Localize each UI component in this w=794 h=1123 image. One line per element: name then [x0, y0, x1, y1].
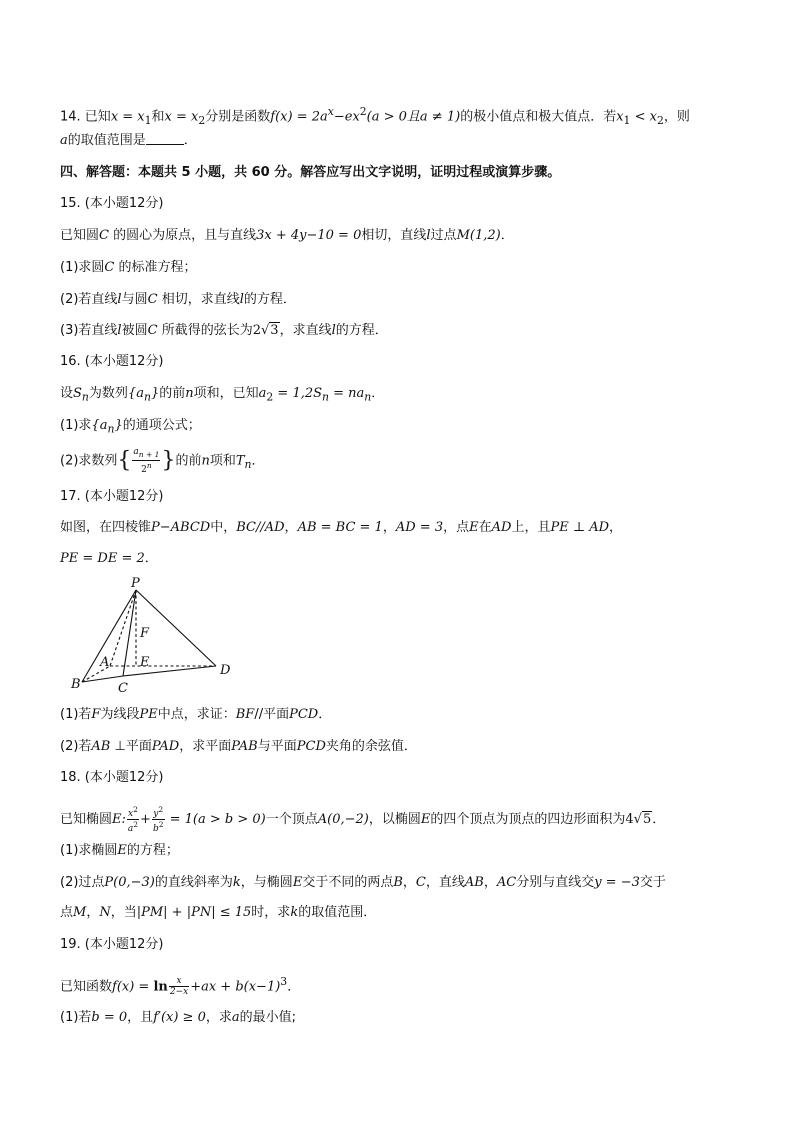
edge-CD [123, 666, 216, 676]
question-18-part-2-line-2: 点M，N，当|PM| + |PN| ≤ 15时，求k的取值范围． [60, 905, 377, 920]
fraction: $\frac{a_{n + 1}}{2^n}$ [133, 447, 160, 475]
fraction-y: $\frac{y^2}{b^2}$ [152, 805, 164, 834]
question-18-part-2-line-1: (2)过点P(0,−3)的直线斜率为k，与椭圆E交于不同的两点B，C，直线AB，AC分别与直线交y = −3交于 [60, 875, 666, 890]
question-17-stem-1: 如图，在四棱锥P−ABCD中，BC//AD，AB = BC = 1，AD = 3，点E在AD上，且PE ⊥ AD， [60, 520, 623, 535]
fraction-ln: $\frac{x}{2-x}$ [169, 976, 189, 998]
question-16-part-2: (2)求数列{ $\frac{a_{n + 1}}{2^n}$ }的前n项和$T_n$． [60, 447, 265, 475]
label-A: A [100, 655, 110, 670]
label-B: B [71, 677, 81, 692]
question-15-part-3: (3)若直线l被圆C 所截得的弦长为2√3，求直线l的方程． [60, 323, 388, 338]
label-E: E [140, 655, 150, 670]
question-18-part-1: (1)求椭圆E的方程； [60, 843, 179, 858]
question-19-stem: 已知函数f(x) = ln $\frac{x}{2-x}$ $+ax + b(x-1)^3$． [60, 975, 301, 998]
question-17-part-1: (1)若F为线段PE中点，求证：BF//平面PCD． [60, 707, 332, 722]
section-4-heading: 四、解答题：本题共 5 小题，共 60 分。解答应写出文字说明，证明过程或演算步骤。 [60, 165, 561, 180]
question-16-header: 16. (本小题12分) [60, 354, 164, 369]
question-17-stem-2: PE = DE = 2． [60, 551, 158, 566]
question-15-stem: 已知圆C 的圆心为原点，且与直线3x + 4y−10 = 0相切，直线l过点M(1,2)． [60, 228, 514, 243]
label-F: F [140, 626, 150, 641]
question-19-header: 19. (本小题12分) [60, 937, 164, 952]
question-17-part-2: (2)若AB ⊥平面PAD，求平面PAB与平面PCD夹角的余弦值． [60, 739, 417, 754]
fraction-x: $\frac{x^2}{a^2}$ [127, 805, 139, 834]
question-14-line-1: 14. 已知$x = x_1$和$x = x_2$分别是函数$f(x) = 2a^x-ex^2(a > 0$且a ≠ 1)的极小值点和极大值点．若$x_1 < x_2$，则 [60, 105, 690, 127]
question-16-part-1: (1)求$\{a_n\}$的通项公式； [60, 418, 201, 436]
question-18-header: 18. (本小题12分) [60, 770, 164, 785]
label-C: C [118, 681, 128, 696]
question-15-part-1: (1)求圆C 的标准方程； [60, 260, 197, 275]
question-16-stem: 设$S_n$为数列$\{a_n\}$的前n项和，已知$a_2 = 1,2S_n = na_n$． [60, 386, 385, 404]
question-17-header: 17. (本小题12分) [60, 489, 164, 504]
question-15-part-2: (2)若直线l与圆C 相切，求直线l的方程． [60, 292, 296, 307]
sqrt-symbol: √5 [633, 812, 652, 827]
pyramid-figure [66, 574, 246, 698]
answer-blank[interactable] [146, 132, 184, 145]
question-19-part-1: (1)若b = 0，且f′(x) ≥ 0，求a的最小值; [60, 1010, 297, 1025]
question-14-line-2: a的取值范围是 ． [60, 133, 197, 148]
edge-PC [123, 590, 136, 676]
label-P: P [131, 576, 140, 591]
question-15-header: 15. (本小题12分) [60, 196, 164, 211]
question-18-stem: 已知椭圆E: $\frac{x^2}{a^2}$ + $\frac{y^2}{b^2}$ = 1(a > b > 0)一个顶点A(0,−2)，以椭圆E的四个顶点为顶点的四边形面积为4√5． [60, 805, 666, 834]
label-D: D [220, 663, 231, 678]
sqrt-symbol: √3 [260, 323, 279, 338]
